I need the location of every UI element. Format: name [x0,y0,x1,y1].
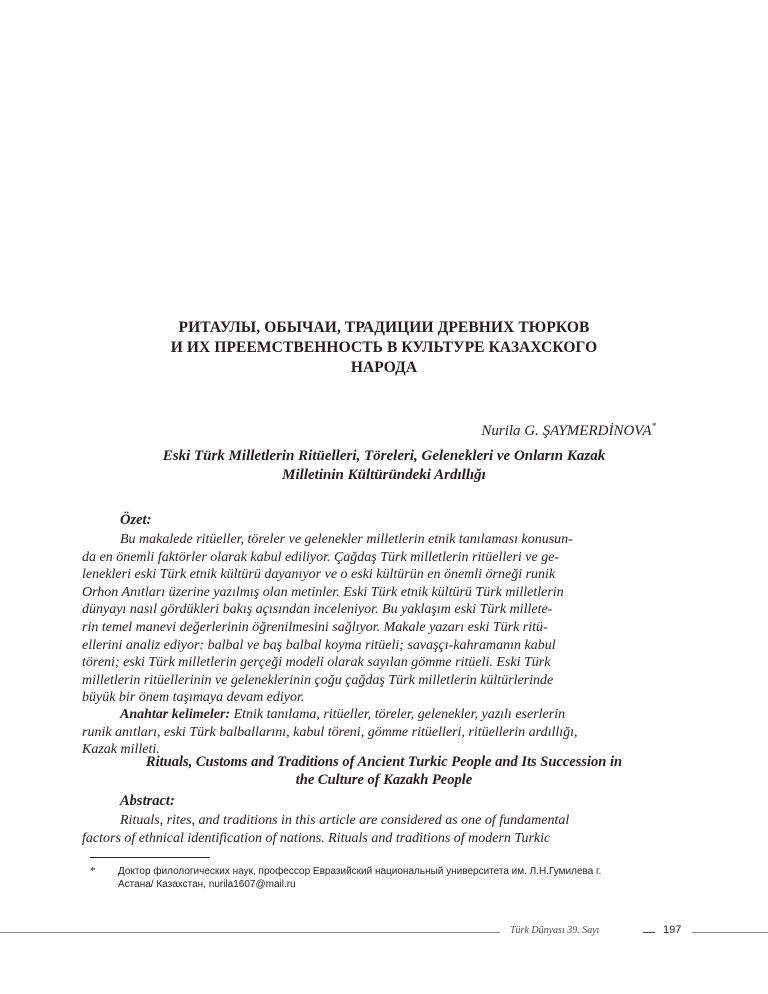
author-name-text: Nurila G. ŞAYMERDİNOVA [481,423,652,439]
title-line: РИТАУЛЫ, ОБЫЧАИ, ТРАДИЦИИ ДРЕВНИХ ТЮРКОВ [178,319,590,336]
footer-rule-left [0,932,500,933]
turkish-title-line: Milletinin Kültüründeki Ardıllığı [282,467,486,483]
abstract-line: factors of ethnical identification of nations. Rituals and traditions of modern Turkic [82,830,551,846]
abstract-paragraph [82,812,665,847]
turkish-title-line: Eski Türk Milletlerin Ritüelleri, Töreleri, Gelenekleri ve Onların Kazak [162,448,606,464]
article-title [0,318,768,378]
ozet-line: milletlerin ritüellerinin ve geleneklerinin çoğu çağdaş Türk milletlerin kültürlerinde [82,672,554,688]
author-footnote-mark: * [651,421,656,431]
keywords-line: runik anıtları, eski Türk balballarını, kabul töreni, gömme ritüelleri, ritüellerin ardıllığı, [82,724,578,740]
footer-dash [643,932,655,933]
keywords-line: Kazak milleti. [82,742,160,758]
ozet-line: Orhon Anıtları üzerine yazılmış olan metinler. Eski Türk etnik kültürü Türk milletlerin [82,584,564,600]
ozet-paragraph [82,531,665,707]
author-name [481,421,656,440]
abstract-heading: Abstract: [120,793,175,809]
keywords-paragraph [82,706,665,759]
footnote-mark: * [90,865,96,877]
english-title [0,753,768,789]
ozet-line: büyük bir önem taşımaya devam ediyor. [82,690,305,706]
keywords-first-line [120,706,665,724]
journal-name: Türk Dünyası 39. Sayı [510,925,600,936]
ozet-line: töreni; eski Türk milletlerin gerçeği modeli olarak sayılan gömme ritüeli. Eski Türk [82,655,551,671]
ozet-line: rin temel manevi değerlerinin öğrenilmesini sağlıyor. Makale yazarı eski Türk ritü- [82,619,548,635]
keywords-label: Anahtar kelimeler: [120,707,231,722]
ozet-line: dünyayı nasıl gördükleri bakış açısından inceleniyor. Bu yaklaşım eski Türk millete- [82,602,553,618]
footnote-line: Астана/ Казахстан, nurila1607@mail.ru [118,879,296,890]
abstract-line: Rituals, rites, and traditions in this article are considered as one of fundamental [120,813,570,828]
footnote-line: Доктор филологических наук, профессор Евразийский национальный университета им. Л.Н.Гумилева г. [118,866,602,877]
turkish-title [0,447,768,485]
ozet-line: ellerini analiz ediyor: balbal ve baş balbal koyma ritüeli; savaşçı-kahramanın kabul [82,637,556,653]
english-title-line: the Culture of Kazakh People [295,772,473,788]
footnote-divider [90,857,210,858]
english-title-line: Rituals, Customs and Traditions of Ancient Turkic People and Its Succession in [145,754,623,770]
footnote [118,865,666,891]
footer-rule-right [692,932,768,933]
ozet-line: Bu makalede ritüeller, töreler ve gelenekler milletlerin etnik tanılaması konusun- [120,532,573,547]
title-line: НАРОДА [350,359,418,376]
ozet-heading: Özet: [120,512,152,528]
page-number: 197 [663,924,682,936]
ozet-line: lenekleri eski Türk etnik kültürü dayanıyor ve o eski kültürün en önemli örneği runik [82,567,556,583]
title-line: И ИХ ПРЕЕМСТВЕННОСТЬ В КУЛЬТУРЕ КАЗАХСКОГО [170,339,598,356]
keywords-first-text: Etnik tanılama, ritüeller, töreler, gelenekler, yazılı eserlerin [230,707,566,722]
ozet-line: da en önemli faktörler olarak kabul ediliyor. Çağdaş Türk milletlerin ritüelleri ve ge- [82,549,560,565]
